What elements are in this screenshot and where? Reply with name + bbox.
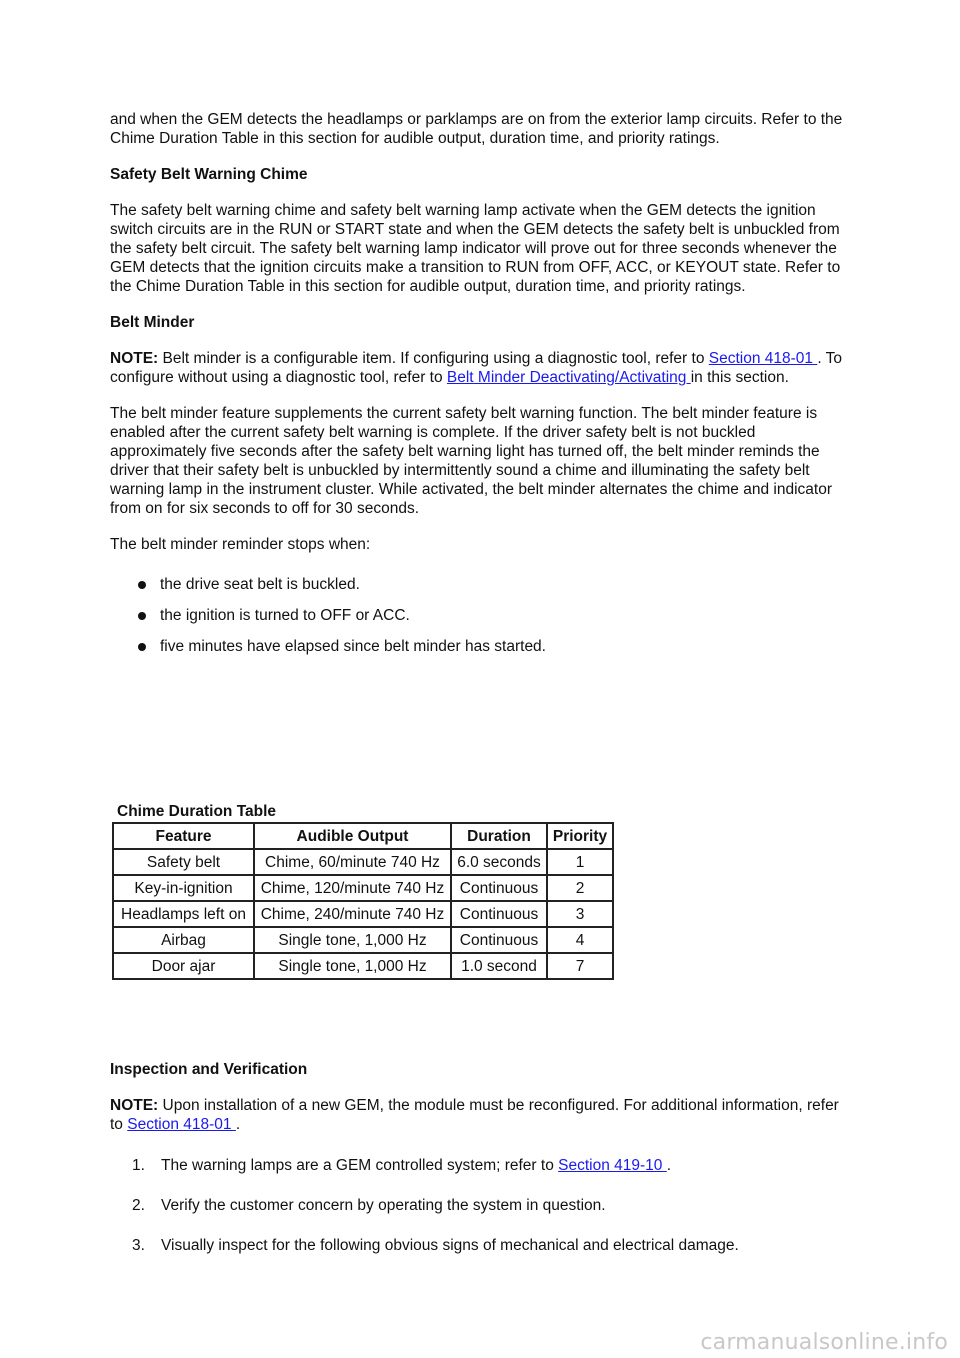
- inspection-steps: [110, 1156, 845, 1255]
- inspection-heading: Inspection and Verification: [110, 1061, 308, 1078]
- note-label: NOTE:: [110, 350, 159, 367]
- list-item: the drive seat belt is buckled.: [138, 575, 845, 594]
- bullet-icon: [138, 581, 146, 589]
- document-body: [110, 110, 845, 668]
- table-row: [113, 901, 613, 927]
- list-item: five minutes have elapsed since belt minder has started.: [138, 637, 845, 656]
- table-cell: Single tone, 1,000 Hz: [254, 927, 451, 953]
- table-row: [113, 849, 613, 875]
- table-cell: Headlamps left on: [113, 901, 254, 927]
- table-cell: Single tone, 1,000 Hz: [254, 953, 451, 979]
- table-cell: Airbag: [113, 927, 254, 953]
- column-header: Audible Output: [254, 823, 451, 849]
- note-text: in this section.: [690, 369, 789, 386]
- note-text: .: [235, 1116, 241, 1133]
- intro-paragraph: and when the GEM detects the headlamps or parklamps are on from the exterior lamp circuits. Refer to the Chime Duration Table in this section for audible output, duration time, and priority ratings.: [110, 111, 843, 147]
- note-label: NOTE:: [110, 1097, 159, 1114]
- table-cell: Continuous: [451, 901, 547, 927]
- table-cell: 1.0 second: [451, 953, 547, 979]
- table-cell: Chime, 240/minute 740 Hz: [254, 901, 451, 927]
- table-row: [113, 953, 613, 979]
- belt-minder-stops-intro: The belt minder reminder stops when:: [110, 536, 371, 553]
- note-text: Belt minder is a configurable item. If configuring using a diagnostic tool, refer to: [158, 350, 709, 367]
- table-header-row: [113, 823, 613, 849]
- step-number: 1.: [132, 1157, 145, 1174]
- column-header: Feature: [113, 823, 254, 849]
- table-cell: Door ajar: [113, 953, 254, 979]
- step-text: The warning lamps are a GEM controlled system; refer to Section 419-10 .: [161, 1157, 672, 1174]
- table-cell: Chime, 120/minute 740 Hz: [254, 875, 451, 901]
- safety-belt-paragraph: The safety belt warning chime and safety belt warning lamp activate when the GEM detects the ignition switch circuits are in the RUN or START state and when the GEM detects the safety belt is unbuckled from the safety belt circuit. The safety belt warning lamp indicator will prove out for three seconds whenever the GEM detects that the ignition circuits make a transition to RUN from OFF, ACC, or KEYOUT state. Refer to the Chime Duration Table in this section for audible output, duration time, and priority ratings.: [110, 202, 841, 295]
- list-item: [132, 1236, 845, 1255]
- section-418-01-link[interactable]: Section 418-01: [708, 350, 818, 367]
- belt-minder-heading: Belt Minder: [110, 314, 195, 331]
- watermark: carmanualsonline.info: [700, 1330, 948, 1355]
- column-header: Duration: [451, 823, 547, 849]
- belt-minder-paragraph: The belt minder feature supplements the current safety belt warning function. The belt minder feature is enabled after the current safety belt warning is complete. If the driver safety belt is not buckled approximately five seconds after the safety belt warning light has turned off, the belt minder reminds the driver that their safety belt is unbuckled by intermittently sound a chime and illuminating the safety belt warning lamp in the instrument cluster. While activated, the belt minder alternates the chime and indicator from on for six seconds to off for 30 seconds.: [110, 405, 832, 517]
- step-text: Verify the customer concern by operating the system in question.: [161, 1197, 606, 1214]
- list-item: the ignition is turned to OFF or ACC.: [138, 606, 845, 625]
- note-text: . To configure without using a diagnostic tool, refer to: [110, 350, 843, 386]
- table-cell: 2: [547, 875, 613, 901]
- table-cell: Chime, 60/minute 740 Hz: [254, 849, 451, 875]
- belt-minder-stop-list: [110, 575, 845, 656]
- table-cell: 3: [547, 901, 613, 927]
- bullet-icon: [138, 612, 146, 620]
- table-cell: 1: [547, 849, 613, 875]
- note-text: Upon installation of a new GEM, the module must be reconfigured. For additional information, refer to: [110, 1097, 839, 1133]
- table-cell: 4: [547, 927, 613, 953]
- step-number: 3.: [132, 1237, 145, 1254]
- belt-minder-deactivating-link[interactable]: Belt Minder Deactivating/Activating: [446, 369, 691, 386]
- table-cell: 6.0 seconds: [451, 849, 547, 875]
- inspection-section: [110, 1060, 845, 1276]
- bullet-icon: [138, 643, 146, 651]
- table-row: [113, 927, 613, 953]
- belt-minder-note: [110, 349, 845, 387]
- table-cell: 7: [547, 953, 613, 979]
- section-418-01-link[interactable]: Section 418-01: [127, 1116, 236, 1133]
- table-row: [113, 875, 613, 901]
- step-number: 2.: [132, 1197, 145, 1214]
- list-item: [132, 1156, 845, 1175]
- inspection-note: [110, 1096, 845, 1134]
- table-cell: Continuous: [451, 875, 547, 901]
- chime-duration-table: [112, 822, 614, 980]
- table-cell: Key-in-ignition: [113, 875, 254, 901]
- safety-belt-heading: Safety Belt Warning Chime: [110, 166, 308, 183]
- list-item: [132, 1196, 845, 1215]
- table-cell: Safety belt: [113, 849, 254, 875]
- column-header: Priority: [547, 823, 613, 849]
- section-419-10-link[interactable]: Section 419-10: [558, 1157, 667, 1174]
- step-text: Visually inspect for the following obvious signs of mechanical and electrical damage.: [161, 1237, 739, 1254]
- chime-table-title: Chime Duration Table: [117, 803, 277, 820]
- table-cell: Continuous: [451, 927, 547, 953]
